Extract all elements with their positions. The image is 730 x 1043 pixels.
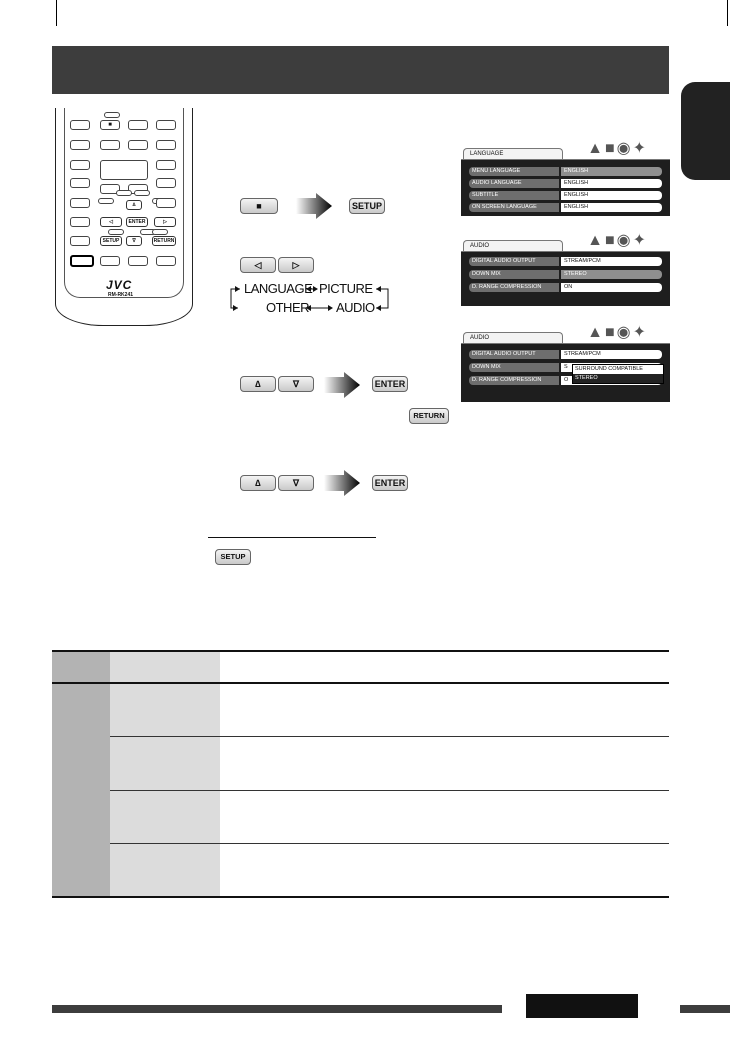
flow-other: OTHER <box>266 300 309 315</box>
section-underline <box>208 537 376 538</box>
osd-menu-icons <box>587 140 648 158</box>
remote-button <box>156 120 176 130</box>
remote-button <box>70 217 90 227</box>
osd-row <box>469 191 662 200</box>
remote-button <box>70 140 90 150</box>
section-header-bar <box>52 46 669 94</box>
remote-button <box>70 198 90 208</box>
language-tab-icon: ▲ <box>587 324 605 341</box>
table-row-label <box>110 844 220 897</box>
wrench-icon: ✦ <box>632 324 648 341</box>
enter-key: ENTER <box>372 376 408 392</box>
remote-button <box>156 140 176 150</box>
osd-title: LANGUAGE <box>463 148 563 160</box>
remote-stop-button <box>100 120 120 130</box>
remote-button <box>156 160 176 170</box>
remote-highlighted-button <box>70 255 94 267</box>
remote-button <box>116 190 132 196</box>
step-arrow <box>324 372 360 398</box>
osd-row <box>469 270 662 279</box>
remote-button <box>100 140 120 150</box>
stop-key: ■ <box>240 198 278 214</box>
flow-picture: PICTURE <box>319 281 373 296</box>
osd-row-value: STREAM/PCM <box>561 350 662 359</box>
osd-row <box>469 283 662 292</box>
osd-tab-line <box>461 343 670 344</box>
step-arrow <box>324 470 360 496</box>
osd-row <box>469 257 662 266</box>
osd-row <box>469 167 662 176</box>
osd-language-screen <box>461 140 670 216</box>
remote-button <box>128 256 148 266</box>
picture-tab-icon: ■ <box>604 232 617 249</box>
osd-row-label: DOWN MIX <box>469 270 559 279</box>
osd-row-value: STEREO <box>561 270 662 279</box>
remote-button <box>156 256 176 266</box>
remote-button <box>108 229 124 235</box>
setup-key: SETUP <box>215 549 251 565</box>
osd-row-value: ENGLISH <box>561 203 662 212</box>
down-key: ∇ <box>278 475 314 491</box>
osd-audio-screen <box>461 232 670 306</box>
remote-button <box>104 112 120 118</box>
osd-row <box>469 179 662 188</box>
remote-up-button: ∆ <box>126 200 142 210</box>
remote-setup-button: SETUP <box>100 236 122 246</box>
osd-row-label: DIGITAL AUDIO OUTPUT <box>469 350 559 359</box>
remote-model-number: RM-RK241 <box>108 292 134 298</box>
remote-stop-label: ■ <box>108 122 112 128</box>
osd-audio-dropdown-screen <box>461 324 670 402</box>
table-bottom-rule <box>52 896 669 898</box>
remote-button <box>156 178 176 188</box>
osd-menu-icons <box>587 232 648 250</box>
up-key: ∆ <box>240 475 276 491</box>
remote-return-button: RETURN <box>153 238 175 244</box>
table-row-label <box>110 737 220 790</box>
table-group-cell <box>52 683 110 897</box>
osd-row <box>469 350 662 359</box>
osd-row-label: AUDIO LANGUAGE <box>469 179 559 188</box>
osd-row-label: D. RANGE COMPRESSION <box>469 283 559 292</box>
table-row-divider <box>110 736 669 737</box>
remote-control-illustration <box>55 108 193 326</box>
remote-button <box>100 256 120 266</box>
wrench-icon: ✦ <box>632 232 648 249</box>
enter-key: ENTER <box>372 475 408 491</box>
table-row-divider <box>110 843 669 844</box>
osd-tab-line <box>461 251 670 252</box>
osd-row-label: D. RANGE COMPRESSION <box>469 376 559 385</box>
remote-button <box>128 120 148 130</box>
osd-row-label: ON SCREEN LANGUAGE <box>469 203 559 212</box>
wrench-icon: ✦ <box>632 140 648 157</box>
table-row-divider <box>110 790 669 791</box>
picture-tab-icon: ■ <box>604 324 617 341</box>
audio-tab-icon: ◉ <box>616 232 633 249</box>
osd-row-value: STREAM/PCM <box>561 257 662 266</box>
flow-language: LANGUAGE <box>244 281 313 296</box>
footer-bar <box>52 1005 502 1013</box>
osd-row-value: ENGLISH <box>561 191 662 200</box>
osd-row-label: DIGITAL AUDIO OUTPUT <box>469 257 559 266</box>
table-row-label <box>110 683 220 736</box>
language-tab-icon: ▲ <box>587 232 605 249</box>
step-arrow <box>296 193 332 219</box>
picture-tab-icon: ■ <box>604 140 617 157</box>
osd-row-value: ENGLISH <box>561 167 662 176</box>
language-side-tab <box>681 82 730 180</box>
osd-row-label: SUBTITLE <box>469 191 559 200</box>
osd-row-value: S <box>561 363 662 372</box>
osd-row-label: DOWN MIX <box>469 363 559 372</box>
left-key: ◁ <box>240 257 276 273</box>
remote-enter-button: ENTER <box>126 217 148 227</box>
footer-bar-right <box>680 1005 730 1013</box>
osd-row-value: O <box>561 376 662 385</box>
remote-button <box>100 160 148 180</box>
remote-button <box>152 229 168 235</box>
audio-tab-icon: ◉ <box>616 324 633 341</box>
remote-down-button: ∇ <box>126 236 142 246</box>
dropdown-option: SURROUND COMPATIBLE <box>575 366 643 372</box>
remote-button <box>70 178 90 188</box>
remote-right-button: ▷ <box>154 217 176 227</box>
osd-row-value: ON <box>561 283 662 292</box>
page-number-box <box>526 994 638 1018</box>
dropdown-option-selected: STEREO <box>573 374 663 383</box>
remote-brand-logo: JVC <box>106 278 133 292</box>
table-header-col2 <box>110 650 220 683</box>
remote-button <box>156 198 176 208</box>
down-mix-dropdown <box>572 364 664 384</box>
crop-mark-right <box>727 0 728 26</box>
language-tab-icon: ▲ <box>587 140 605 157</box>
table-top-rule <box>52 650 669 652</box>
remote-button <box>134 190 150 196</box>
osd-row <box>469 203 662 212</box>
osd-tab-line <box>461 159 670 160</box>
osd-title: AUDIO <box>463 332 563 344</box>
osd-row-value: ENGLISH <box>561 179 662 188</box>
osd-menu-icons <box>587 324 648 342</box>
remote-button <box>98 198 114 204</box>
down-key: ∇ <box>278 376 314 392</box>
remote-button <box>70 160 90 170</box>
table-header-rule <box>52 682 669 684</box>
flow-audio: AUDIO <box>336 300 375 315</box>
remote-left-button: ◁ <box>100 217 122 227</box>
osd-title: AUDIO <box>463 240 563 252</box>
audio-tab-icon: ◉ <box>616 140 633 157</box>
crop-mark-left <box>56 0 57 26</box>
setup-key: SETUP <box>349 198 385 214</box>
return-key: RETURN <box>409 408 449 424</box>
table-row-label <box>110 791 220 843</box>
remote-button <box>70 120 90 130</box>
table-header-col1 <box>52 650 110 683</box>
remote-button <box>128 140 148 150</box>
osd-row-label: MENU LANGUAGE <box>469 167 559 176</box>
up-key: ∆ <box>240 376 276 392</box>
remote-button <box>70 236 90 246</box>
right-key: ▷ <box>278 257 314 273</box>
